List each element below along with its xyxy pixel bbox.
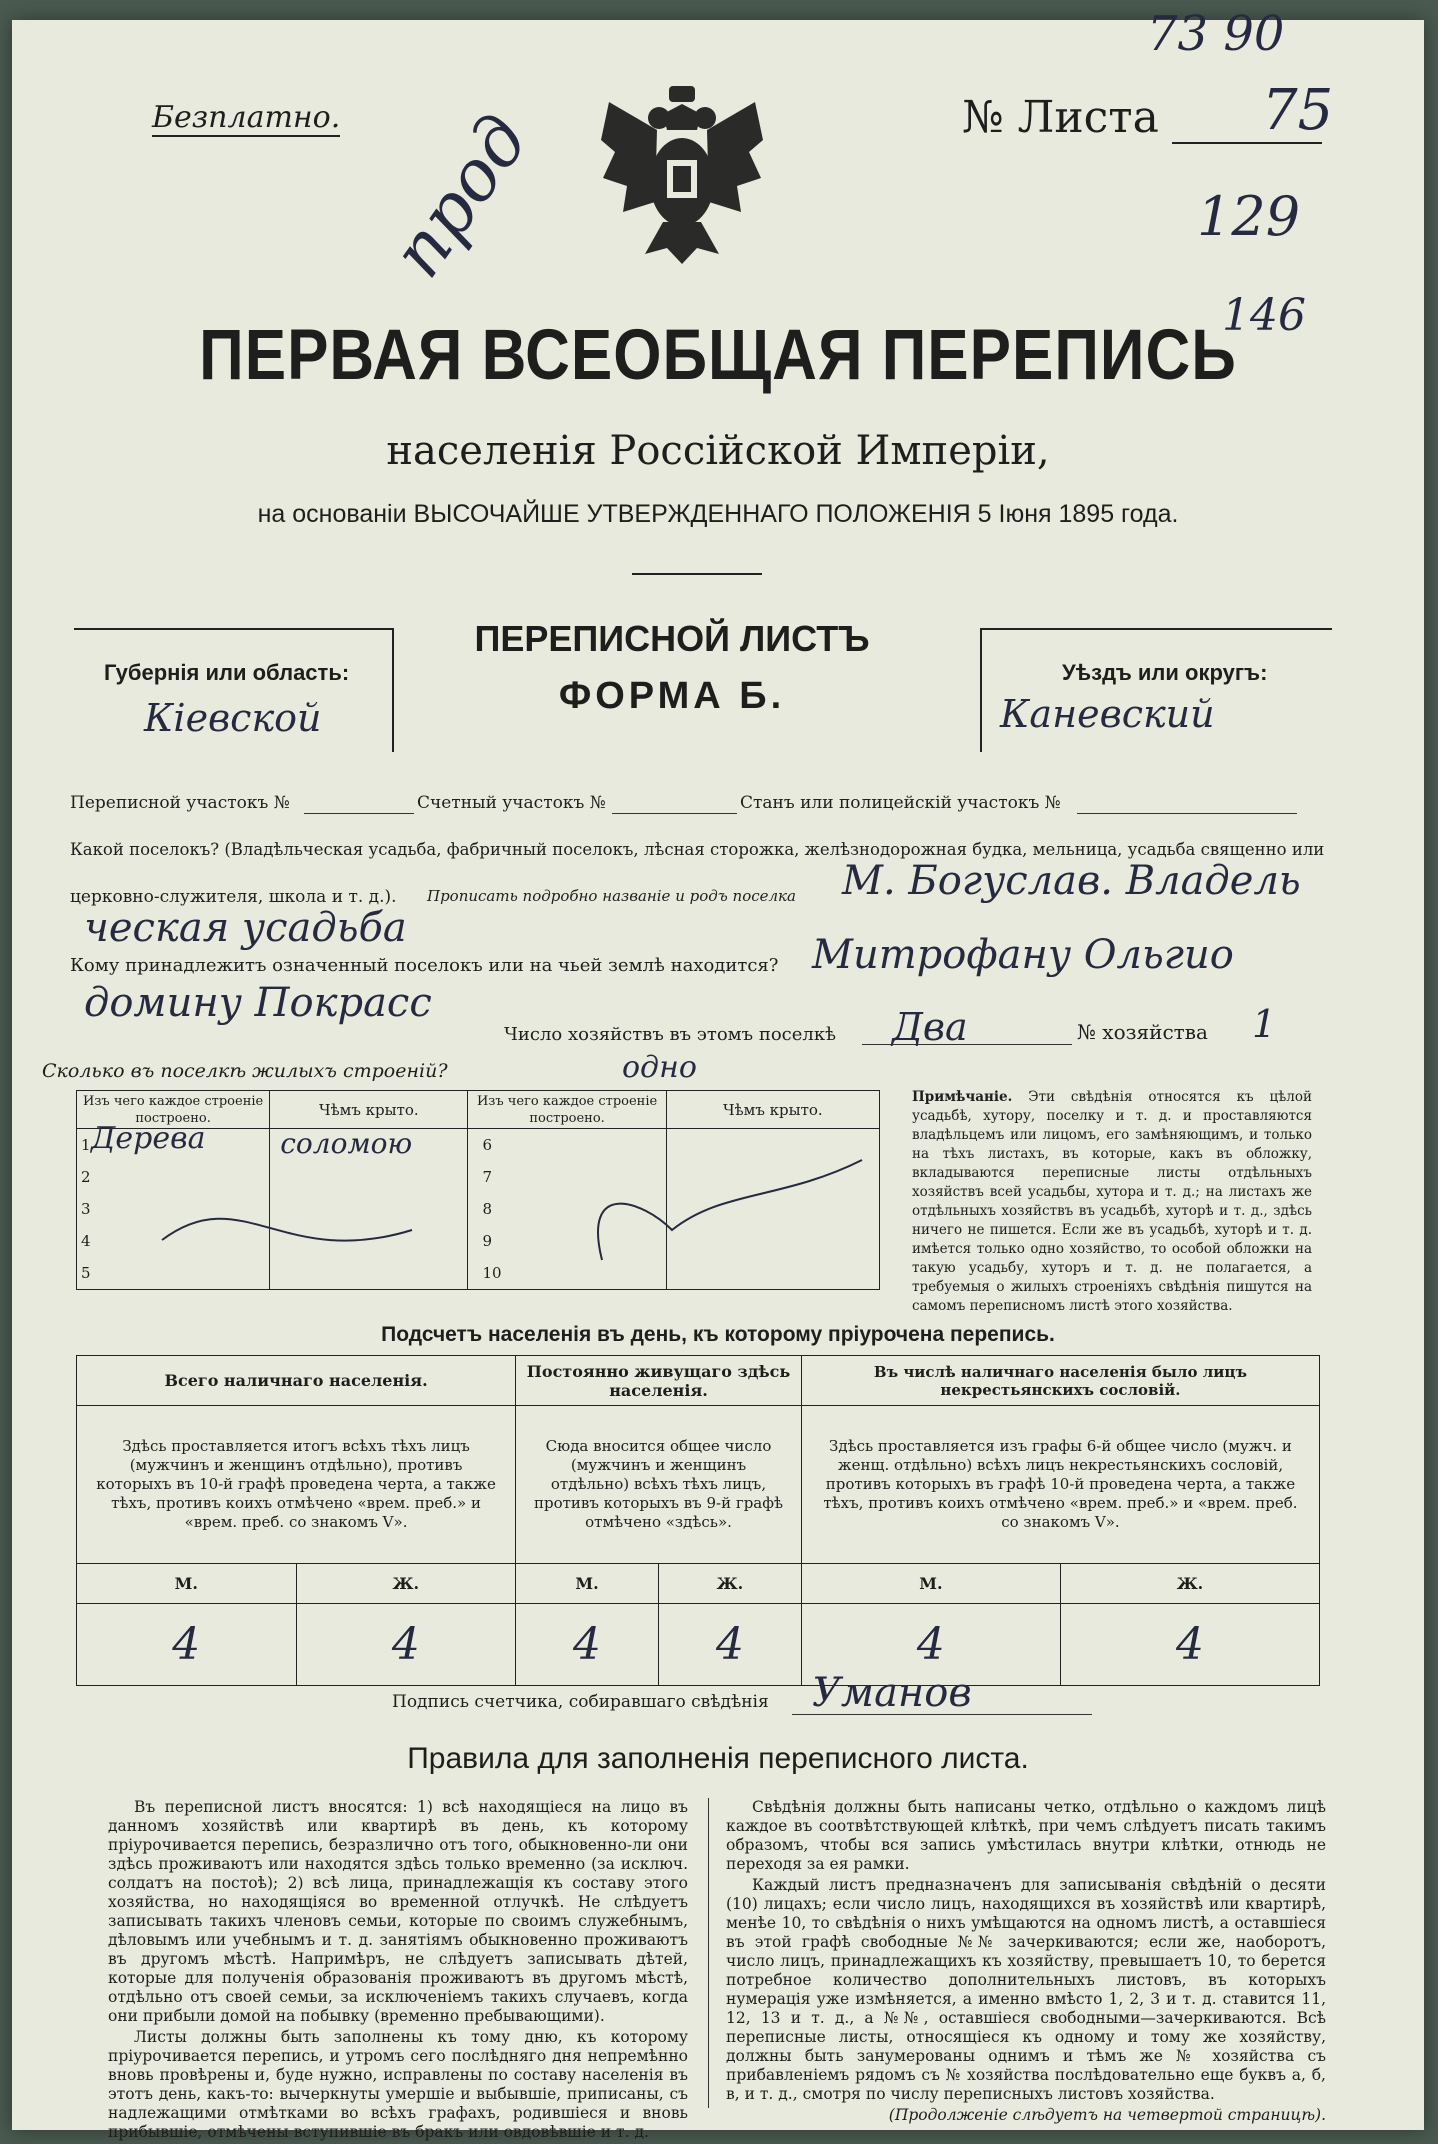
col3-f-header: Ж. <box>1060 1564 1319 1604</box>
rules-continued: (Продолженіе слѣдуетъ на четвертой страницѣ). <box>888 2106 1326 2124</box>
gubernia-value: Кіевской <box>144 696 322 740</box>
households-value: Два <box>892 1005 968 1049</box>
building-1-roof: соломою <box>280 1127 413 1160</box>
settlement-value-2: ческая усадьба <box>84 905 407 951</box>
strike-through-marks <box>82 1160 882 1290</box>
col-roof-left: Чѣмъ крыто. <box>270 1091 468 1129</box>
col1-m-header: М. <box>77 1564 297 1604</box>
uezd-value: Каневский <box>1000 692 1215 736</box>
count-value: 4 <box>516 1604 659 1686</box>
corner-number-crossed: 129 <box>1197 185 1301 248</box>
count-col1-text: Здѣсь проставляется итогъ всѣхъ тѣхъ лицъ (мужчинъ и женщинъ отдѣльно), противъ которыхъ въ 10-й графѣ проведена черта, а также тѣхъ, противъ коихъ отмѣчено «врем. преб.» и «врем. преб. со знакомъ V». <box>77 1406 516 1564</box>
right-rows-built: 6 7 8 9 10 <box>468 1129 666 1290</box>
buildings-value: одно <box>622 1050 697 1085</box>
count-heading: Подсчетъ населенія въ день, къ которому пріурочена перепись. <box>381 1323 1055 1346</box>
count-district-label: Счетный участокъ № <box>417 793 606 813</box>
rules-left-column <box>108 1798 688 2144</box>
basis-line: на основаніи ВЫСОЧАЙШЕ УТВЕРЖДЕННАГО ПОЛОЖЕНІЯ 5 Іюня 1895 года. <box>257 500 1179 528</box>
census-district-label: Переписной участокъ № <box>70 793 290 813</box>
count-col3-title: Въ числѣ наличнаго населенія было лицъ некрестьянскихъ сословій. <box>801 1356 1319 1406</box>
count-value: 4 <box>801 1604 1060 1686</box>
form-label: ФОРМА Б. <box>558 675 786 717</box>
corner-number-top: 73 90 <box>1147 6 1285 62</box>
census-sheet <box>12 6 1424 2141</box>
col-built-left: Изъ чего каждое строеніе построено. <box>77 1091 270 1129</box>
settlement-value-1: М. Богуслав. Владель <box>842 858 1301 904</box>
settlement-question-2: церковно-служителя, школа и т. д.). <box>70 887 397 907</box>
count-table <box>76 1355 1320 1686</box>
rules-title: Правила для заполненія переписного листа. <box>407 1742 1029 1775</box>
col-built-right: Изъ чего каждое строеніе построено. <box>468 1091 666 1129</box>
buildings-question: Сколько въ поселкѣ жилыхъ строеній? <box>42 1060 448 1082</box>
uezd-label: Уѣздъ или округъ: <box>1062 660 1268 685</box>
rules-right-column <box>726 1798 1326 2127</box>
uezd-box <box>980 628 1332 752</box>
owner-value-2: домину Покрасс <box>84 980 432 1026</box>
sheet-number-label: № Листа <box>962 92 1159 143</box>
rules-divider <box>708 1798 709 2108</box>
count-value: 4 <box>1060 1604 1319 1686</box>
building-1-material: Дерева <box>91 1121 206 1156</box>
owner-value-1: Митрофану Ольгио <box>812 932 1234 978</box>
col3-m-header: М. <box>801 1564 1060 1604</box>
free-label: Безплатно. <box>152 100 341 135</box>
rules-left-p1: Въ переписной листъ вносятся: 1) всѣ находящіеся на лицо въ данномъ хозяйствѣ или квартирѣ въ день, къ которому пріурочивается перепись, безразлично отъ того, обыкновенно-ли они здѣсь проживаютъ или находятся здѣсь только временно (за исключ. солдатъ на постоѣ); 2) всѣ лица, принадлежащія къ составу этого хозяйства, но находящіяся во временной отлучкѣ. Не слѣдуетъ записывать такихъ членовъ семьи, которые по своимъ служебнымъ, дѣловымъ или учебнымъ и т. д. занятіямъ обыкновенно проживаютъ въ другомъ мѣстѣ. Напримѣръ, не слѣдуетъ записывать дѣтей, которые для полученія образованія проживаютъ въ другомъ мѣстѣ, отдѣльно отъ своей семьи, за исключеніемъ такихъ случаевъ, когда они прибыли домой на побывку (временно пребывающими). <box>108 1798 688 2025</box>
household-number-value: 1 <box>1252 1002 1277 1046</box>
owner-question: Кому принадлежитъ означенный поселокъ или на чьей землѣ находится? <box>70 955 779 976</box>
rules-left-p2: Листы должны быть заполнены къ тому дню, къ которому пріурочивается перепись, и утромъ сего послѣдняго дня непремѣнно вновь провѣрены и, буде нужно, исправлены по составу населенія въ этотъ день, какъ-то: вычеркнуты умершіе и выбывшіе, приписаны, съ надлежащими отмѣтками во всѣхъ графахъ, родившіеся и вновь прибывшіе, отмѣчены вступившіе въ бракъ или овдовѣвшіе и т. д. <box>108 2028 688 2141</box>
note-text: Эти свѣдѣнія относятся къ цѣлой усадьбѣ, хутору, поселку и т. д. и проставляются владѣльцемъ или лицомъ, его замѣняющимъ, и только на тѣхъ листахъ, въ которые, какъ въ обложку, вкладываются переписные листы отдѣльныхъ хозяйствъ всей усадьбы, хутора и т. д.; на листахъ же отдѣльныхъ хозяйствъ въ усадьбѣ, хуторѣ и т. д., здѣсь ничего не пишется. Если же въ усадьбѣ, хуторѣ и т. д. имѣется только одно хозяйство, то особой обложки на такую усадьбу, хуторъ и т. д. не полагается, а требуемыя о жилыхъ строеніяхъ свѣдѣнія пишутся на самомъ переписномъ листѣ этого хозяйства. <box>912 1089 1312 1314</box>
count-value: 4 <box>296 1604 516 1686</box>
signature-value: Уманов <box>812 1670 972 1716</box>
form-name: ПЕРЕПИСНОЙ ЛИСТЪ <box>474 618 870 659</box>
col2-m-header: М. <box>516 1564 659 1604</box>
main-title: ПЕРВАЯ ВСЕОБЩАЯ ПЕРЕПИСЬ <box>199 315 1237 396</box>
gubernia-label: Губернія или область: <box>104 660 350 685</box>
left-rows-built: 1 Дерева 2 3 4 5 <box>77 1129 270 1290</box>
note-title: Примѣчаніе. <box>912 1089 1013 1105</box>
count-col2-text: Сюда вносится общее число (мужчинъ и женщинъ отдѣльно) всѣхъ тѣхъ лицъ, противъ которыхъ въ 9-й графѣ отмѣчено «здѣсь». <box>516 1406 802 1564</box>
police-district-label: Станъ или полицейскій участокъ № <box>740 793 1061 813</box>
count-col2-title: Постоянно живущаго здѣсь населенія. <box>516 1356 802 1406</box>
rules-right-p1: Свѣдѣнія должны быть написаны четко, отдѣльно о каждомъ лицѣ каждое въ соотвѣтствующей клѣткѣ, при чемъ слѣдуетъ писать такимъ образомъ, чтобы вся запись умѣстилась внутри клѣтки, отнюдь не переходя за ея рамки. <box>726 1798 1326 1873</box>
count-col1-title: Всего наличнаго населенія. <box>77 1356 516 1406</box>
note-block <box>912 1088 1312 1316</box>
settlement-question: Какой поселокъ? (Владѣльческая усадьба, фабричный поселокъ, лѣсная сторожка, желѣзнодорожная будка, мельница, усадьба священно или <box>70 840 1325 859</box>
col-roof-right: Чѣмъ крыто. <box>666 1091 879 1129</box>
corner-number-right: 146 <box>1222 290 1306 341</box>
households-label: Число хозяйствъ въ этомъ поселкѣ <box>504 1024 836 1045</box>
signature-label: Подпись счетчика, собиравшаго свѣдѣнія <box>392 1692 769 1712</box>
count-value: 4 <box>77 1604 297 1686</box>
sheet-number-value: 75 <box>1262 78 1334 143</box>
margin-note: прод <box>376 100 545 292</box>
gubernia-box <box>74 628 394 752</box>
count-col3-text: Здѣсь проставляется изъ графы 6-й общее число (мужч. и женщ. отдѣльно) всѣхъ лицъ некрестьянскихъ сословій, противъ которыхъ въ графѣ 10-й проведена черта, а также тѣхъ, противъ коихъ отмѣчено «врем. преб.» и «врем. преб. со знакомъ V». <box>801 1406 1319 1564</box>
imperial-eagle-emblem <box>597 82 767 267</box>
col1-f-header: Ж. <box>296 1564 516 1604</box>
count-value: 4 <box>659 1604 802 1686</box>
col2-f-header: Ж. <box>659 1564 802 1604</box>
subtitle: населенія Россійской Имперіи, <box>386 428 1050 474</box>
household-number-label: № хозяйства <box>1077 1020 1208 1044</box>
settlement-hint: Прописать подробно названіе и родъ поселка <box>427 887 796 905</box>
rules-right-p2: Каждый листъ предназначенъ для записыванія свѣдѣній о десяти (10) лицахъ; если число лицъ, находящихся въ хозяйствѣ или квартирѣ, менѣе 10, то свѣдѣнія о нихъ умѣщаются на одномъ листѣ, а оставшіеся въ этой графѣ свободные №№ зачеркиваются; если же, наоборотъ, число лицъ, принадлежащихъ къ хозяйству, превышаетъ 10, то берется потребное количество дополнительныхъ листовъ, въ которыхъ нумерація уже измѣняется, а именно вмѣсто 1, 2, 3 и т. д. ставится 11, 12, 13 и т. д., а №№, оставшіеся свободными—зачеркиваются. Всѣ переписные листы, относящіеся къ одному и тому же хозяйству, должны быть занумерованы однимъ и тѣмъ же № хозяйства съ прибавленіемъ рядомъ съ № хозяйства послѣдовательно еще буквъ а, б, в, и т. д., смотря по числу переписныхъ листовъ хозяйства. <box>726 1876 1326 2103</box>
